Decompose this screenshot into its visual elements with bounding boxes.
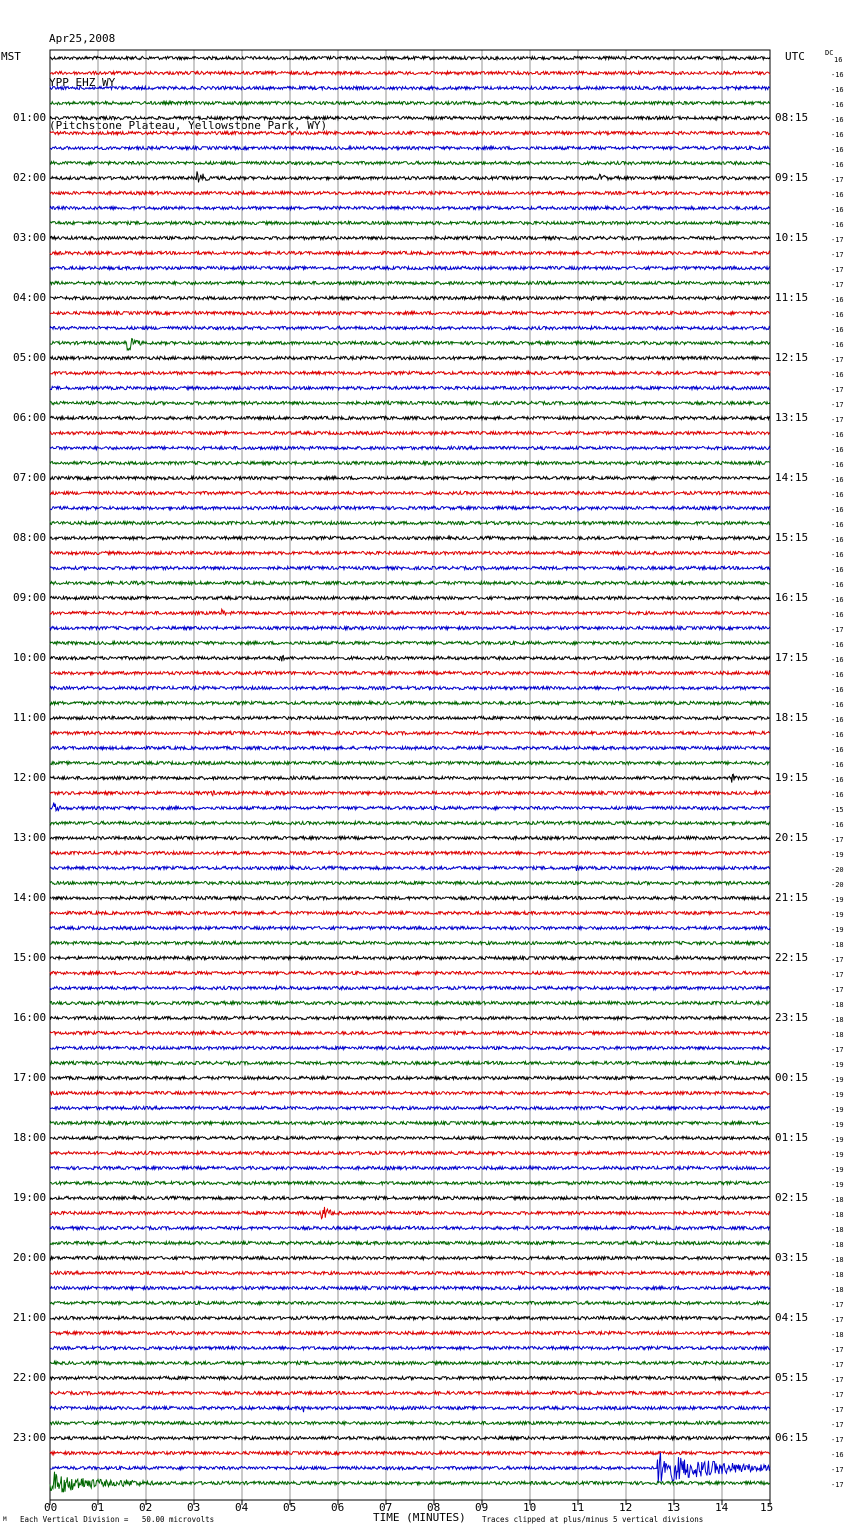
dc-offset-label: -17: [831, 1406, 844, 1414]
trace-row-46: [50, 746, 770, 749]
dc-offset-label: -19: [831, 1121, 844, 1129]
dc-offset-label: -18: [831, 941, 844, 949]
dc-offset-label: -17: [831, 281, 844, 289]
dc-offset-label: -18: [831, 1331, 844, 1339]
trace-row-38: [50, 626, 770, 629]
dc-offset-label: -19: [831, 896, 844, 904]
dc-offset-label: -16: [831, 611, 844, 619]
dc-offset-label: 16: [834, 56, 843, 64]
trace-row-83: [50, 1301, 770, 1304]
dc-offset-label: -20: [831, 881, 844, 889]
trace-row-4: [50, 116, 770, 119]
trace-row-57: [50, 911, 770, 914]
trace-row-15: [50, 281, 770, 284]
utc-hour-label: 22:15: [775, 951, 809, 964]
utc-hour-label: 12:15: [775, 351, 809, 364]
dc-offset-label: -19: [831, 1106, 844, 1114]
trace-row-8: [50, 171, 770, 182]
trace-row-44: [50, 716, 770, 719]
mst-axis-title: MST: [1, 50, 21, 63]
dc-offset-label: -16: [831, 551, 844, 559]
header-station: YPP EHZ WY: [49, 75, 116, 89]
mst-hour-label: 07:00: [13, 471, 47, 484]
utc-axis-title: UTC: [785, 50, 805, 63]
dc-offset-label: -17: [831, 1301, 844, 1309]
mst-hour-label: 22:00: [13, 1371, 47, 1384]
trace-row-29: [50, 491, 770, 494]
dc-offset-label: -17: [831, 971, 844, 979]
utc-hour-label: 05:15: [775, 1371, 809, 1384]
dc-offset-label: -18: [831, 1226, 844, 1234]
trace-row-39: [50, 641, 770, 644]
utc-hour-label: 18:15: [775, 711, 809, 724]
trace-row-85: [50, 1331, 770, 1334]
x-tick-label: 06: [331, 1501, 345, 1514]
x-tick-label: 00: [44, 1501, 58, 1514]
trace-row-69: [50, 1091, 770, 1094]
trace-row-13: [50, 251, 770, 254]
mst-hour-label: 23:00: [13, 1431, 47, 1444]
x-axis-title: TIME (MINUTES): [373, 1511, 466, 1524]
x-tick-label: 02: [139, 1501, 153, 1514]
x-tick-label: 04: [235, 1501, 249, 1514]
trace-row-18: [50, 326, 770, 329]
x-tick-label: 03: [187, 1501, 201, 1514]
trace-row-58: [50, 926, 770, 929]
trace-row-90: [50, 1406, 770, 1412]
trace-row-24: [50, 416, 770, 419]
trace-row-11: [50, 221, 770, 224]
trace-row-87: [50, 1361, 770, 1364]
dc-offset-label: -17: [831, 1376, 844, 1384]
mst-hour-label: 19:00: [13, 1191, 47, 1204]
trace-row-34: [50, 566, 770, 569]
utc-hour-label: 23:15: [775, 1011, 809, 1024]
utc-hour-label: 21:15: [775, 891, 809, 904]
dc-offset-label: -16: [831, 101, 844, 109]
trace-row-59: [50, 941, 770, 944]
dc-offset-label: -18: [831, 1271, 844, 1279]
dc-offset-label: -16: [831, 521, 844, 529]
trace-row-50: [50, 803, 770, 812]
dc-offset-label: -16: [831, 731, 844, 739]
x-tick-label: 08: [427, 1501, 441, 1514]
dc-offset-label: -17: [831, 986, 844, 994]
dc-offset-label: -17: [831, 1436, 844, 1444]
mst-hour-label: 08:00: [13, 531, 47, 544]
dc-offset-label: -17: [831, 1046, 844, 1054]
trace-row-26: [50, 446, 770, 449]
trace-row-61: [50, 971, 770, 974]
dc-offset-label: -17: [831, 1466, 844, 1474]
utc-hour-label: 10:15: [775, 231, 809, 244]
x-tick-label: 13: [667, 1501, 681, 1514]
trace-row-28: [50, 476, 770, 479]
trace-row-52: [50, 836, 770, 839]
trace-row-19: [50, 339, 770, 350]
trace-row-73: [50, 1151, 770, 1154]
header-location: (Pitchstone Plateau, Yellowstone Park, WY): [49, 119, 328, 132]
x-tick-label: 11: [571, 1501, 585, 1514]
dc-offset-label: -19: [831, 1091, 844, 1099]
mst-hour-label: 15:00: [13, 951, 47, 964]
dc-offset-label: -18: [831, 1001, 844, 1009]
dc-offset-label: -16: [831, 791, 844, 799]
trace-row-60: [50, 956, 770, 959]
dc-offset-label: -16: [831, 566, 844, 574]
mst-hour-label: 03:00: [13, 231, 47, 244]
trace-row-1: [50, 71, 770, 74]
dc-offset-label: -17: [831, 1481, 844, 1489]
trace-row-41: [50, 671, 770, 674]
utc-hour-label: 04:15: [775, 1311, 809, 1324]
mst-hour-label: 21:00: [13, 1311, 47, 1324]
dc-offset-label: -18: [831, 1031, 844, 1039]
trace-row-55: [50, 881, 770, 884]
footer-scale-note: Each Vertical Division = 50.00 microvolts: [20, 1515, 215, 1524]
utc-hour-label: 15:15: [775, 531, 809, 544]
trace-row-40: [50, 656, 770, 662]
utc-hour-label: 00:15: [775, 1071, 809, 1084]
trace-row-17: [50, 311, 770, 314]
x-tick-label: 01: [91, 1501, 105, 1514]
trace-row-16: [50, 296, 770, 301]
dc-offset-label: -16: [831, 476, 844, 484]
trace-row-75: [50, 1181, 770, 1184]
x-tick-label: 05: [283, 1501, 297, 1514]
trace-row-37: [50, 609, 770, 615]
trace-row-84: [50, 1316, 770, 1319]
mst-hour-label: 10:00: [13, 651, 47, 664]
trace-row-36: [50, 596, 770, 599]
dc-offset-label: -17: [831, 236, 844, 244]
trace-row-82: [50, 1286, 770, 1289]
utc-hour-label: 17:15: [775, 651, 809, 664]
trace-row-2: [50, 86, 770, 89]
header-date: Apr25,2008: [49, 32, 116, 45]
dc-offset-label: -18: [831, 1211, 844, 1219]
trace-row-5: [50, 131, 770, 134]
dc-offset-label: -20: [831, 866, 844, 874]
dc-offset-label: -19: [831, 1076, 844, 1084]
footer-tick-mark: M: [3, 1516, 7, 1523]
dc-offset-label: -17: [831, 956, 844, 964]
dc-offset-label: -18: [831, 1016, 844, 1024]
trace-row-79: [50, 1241, 770, 1244]
x-tick-label: 15: [760, 1501, 774, 1514]
trace-row-22: [50, 386, 770, 389]
utc-hour-label: 09:15: [775, 171, 809, 184]
mst-hour-label: 06:00: [13, 411, 47, 424]
mst-hour-label: 05:00: [13, 351, 47, 364]
dc-offset-label: -16: [831, 536, 844, 544]
dc-offset-label: -16: [831, 701, 844, 709]
mst-hour-label: 18:00: [13, 1131, 47, 1144]
dc-offset-label: -17: [831, 416, 844, 424]
trace-row-94: [50, 1453, 770, 1483]
trace-row-48: [50, 774, 770, 782]
dc-offset-label: -17: [831, 176, 844, 184]
dc-offset-label: -17: [831, 356, 844, 364]
trace-row-33: [50, 551, 770, 554]
dc-offset-label: -16: [831, 581, 844, 589]
x-tick-label: 07: [379, 1501, 393, 1514]
trace-row-74: [50, 1166, 770, 1169]
trace-row-66: [50, 1046, 770, 1049]
mst-hour-label: 14:00: [13, 891, 47, 904]
trace-row-42: [50, 686, 770, 689]
utc-hour-label: 11:15: [775, 291, 809, 304]
trace-row-23: [50, 401, 770, 404]
trace-row-88: [50, 1376, 770, 1379]
trace-row-76: [50, 1196, 770, 1199]
x-tick-label: 09: [475, 1501, 489, 1514]
trace-row-43: [50, 701, 770, 704]
trace-row-56: [50, 896, 770, 899]
dc-offset-label: -19: [831, 1181, 844, 1189]
dc-offset-label: -16: [831, 326, 844, 334]
trace-row-32: [50, 536, 770, 539]
trace-row-64: [50, 1016, 770, 1019]
mst-hour-label: 11:00: [13, 711, 47, 724]
trace-row-91: [50, 1421, 770, 1424]
dc-offset-label: -17: [831, 1316, 844, 1324]
trace-row-62: [50, 986, 770, 989]
dc-offset-label: -18: [831, 1286, 844, 1294]
dc-offset-label: -19: [831, 926, 844, 934]
dc-offset-label: -16: [831, 716, 844, 724]
utc-hour-label: 06:15: [775, 1431, 809, 1444]
dc-offset-label: -19: [831, 1061, 844, 1069]
dc-offset-label: -16: [831, 686, 844, 694]
dc-offset-label: -16: [831, 776, 844, 784]
mst-hour-label: 20:00: [13, 1251, 47, 1264]
utc-hour-label: 08:15: [775, 111, 809, 124]
trace-row-10: [50, 206, 770, 209]
trace-row-47: [50, 761, 770, 764]
dc-offset-label: -16: [831, 221, 844, 229]
mst-hour-label: 16:00: [13, 1011, 47, 1024]
dc-offset-label: -16: [831, 341, 844, 349]
dc-offset-label: -16: [831, 206, 844, 214]
mst-hour-label: 17:00: [13, 1071, 47, 1084]
dc-offset-label: -16: [831, 656, 844, 664]
dc-offset-label: -19: [831, 851, 844, 859]
trace-row-67: [50, 1061, 770, 1064]
dc-offset-label: -16: [831, 86, 844, 94]
utc-hour-label: 16:15: [775, 591, 809, 604]
dc-offset-label: -15: [831, 806, 844, 814]
dc-offset-label: -16: [831, 506, 844, 514]
dc-offset-label: -16: [831, 161, 844, 169]
dc-offset-label: -16: [831, 191, 844, 199]
dc-offset-label: -18: [831, 1256, 844, 1264]
dc-offset-label: -19: [831, 911, 844, 919]
dc-offset-label: -17: [831, 1361, 844, 1369]
dc-title: DC: [825, 49, 834, 57]
dc-offset-label: -19: [831, 1136, 844, 1144]
trace-row-70: [50, 1106, 770, 1109]
dc-offset-label: -17: [831, 1346, 844, 1354]
utc-hour-label: 13:15: [775, 411, 809, 424]
trace-row-21: [50, 371, 770, 374]
dc-offset-label: -16: [831, 671, 844, 679]
utc-hour-label: 20:15: [775, 831, 809, 844]
dc-offset-label: -16: [831, 761, 844, 769]
trace-row-6: [50, 146, 770, 149]
trace-row-65: [50, 1031, 770, 1034]
trace-row-78: [50, 1226, 770, 1229]
utc-hour-label: 19:15: [775, 771, 809, 784]
trace-row-45: [50, 731, 770, 734]
dc-offset-label: -17: [831, 1391, 844, 1399]
utc-hour-label: 02:15: [775, 1191, 809, 1204]
dc-offset-label: -16: [831, 296, 844, 304]
trace-row-51: [50, 821, 770, 824]
trace-row-3: [50, 101, 770, 104]
footer-clip-note: Traces clipped at plus/minus 5 vertical divisions: [482, 1515, 704, 1524]
mst-hour-label: 01:00: [13, 111, 47, 124]
trace-row-53: [50, 851, 770, 854]
trace-row-89: [50, 1391, 770, 1394]
trace-row-25: [50, 431, 770, 434]
dc-offset-label: -17: [831, 401, 844, 409]
trace-row-0: [50, 56, 770, 59]
dc-offset-label: -17: [831, 386, 844, 394]
dc-offset-label: -19: [831, 1166, 844, 1174]
dc-offset-label: -16: [831, 821, 844, 829]
dc-offset-label: -16: [831, 596, 844, 604]
utc-hour-label: 14:15: [775, 471, 809, 484]
dc-offset-label: -16: [831, 71, 844, 79]
trace-row-93: [50, 1451, 770, 1454]
mst-hour-label: 09:00: [13, 591, 47, 604]
trace-row-54: [50, 865, 770, 871]
trace-row-30: [50, 506, 770, 510]
dc-offset-label: -16: [831, 461, 844, 469]
trace-row-68: [50, 1076, 770, 1079]
dc-offset-label: -19: [831, 1151, 844, 1159]
dc-offset-label: -16: [831, 641, 844, 649]
x-tick-label: 10: [523, 1501, 537, 1514]
trace-row-86: [50, 1346, 770, 1349]
trace-row-80: [50, 1256, 770, 1259]
trace-row-27: [50, 461, 770, 464]
dc-offset-label: -16: [831, 431, 844, 439]
dc-offset-label: -16: [831, 116, 844, 124]
trace-row-92: [50, 1436, 770, 1439]
trace-row-35: [50, 581, 770, 585]
x-tick-label: 14: [715, 1501, 729, 1514]
dc-offset-label: -16: [831, 131, 844, 139]
dc-offset-label: -16: [831, 371, 844, 379]
trace-row-71: [50, 1121, 770, 1124]
trace-row-63: [50, 1001, 770, 1004]
utc-hour-label: 01:15: [775, 1131, 809, 1144]
dc-offset-label: -16: [831, 446, 844, 454]
trace-row-14: [50, 266, 770, 269]
dc-offset-label: -17: [831, 626, 844, 634]
mst-hour-label: 04:00: [13, 291, 47, 304]
dc-offset-label: -17: [831, 251, 844, 259]
trace-row-81: [50, 1271, 770, 1274]
trace-row-77: [50, 1207, 770, 1219]
trace-row-20: [50, 356, 770, 359]
trace-row-12: [50, 236, 770, 239]
dc-offset-label: -17: [831, 266, 844, 274]
trace-row-49: [50, 791, 770, 796]
dc-offset-label: -16: [831, 491, 844, 499]
mst-hour-label: 02:00: [13, 171, 47, 184]
dc-offset-label: -16: [831, 1451, 844, 1459]
dc-offset-label: -16: [831, 146, 844, 154]
trace-row-7: [50, 161, 770, 164]
mst-hour-label: 12:00: [13, 771, 47, 784]
dc-offset-label: -16: [831, 311, 844, 319]
dc-offset-label: -16: [831, 746, 844, 754]
dc-offset-label: -17: [831, 836, 844, 844]
utc-hour-label: 03:15: [775, 1251, 809, 1264]
trace-row-9: [50, 191, 770, 194]
mst-hour-label: 13:00: [13, 831, 47, 844]
trace-row-72: [50, 1136, 770, 1139]
trace-row-31: [50, 521, 770, 524]
x-tick-label: 12: [619, 1501, 633, 1514]
dc-offset-label: -18: [831, 1241, 844, 1249]
dc-offset-label: -18: [831, 1196, 844, 1204]
dc-offset-label: -17: [831, 1421, 844, 1429]
